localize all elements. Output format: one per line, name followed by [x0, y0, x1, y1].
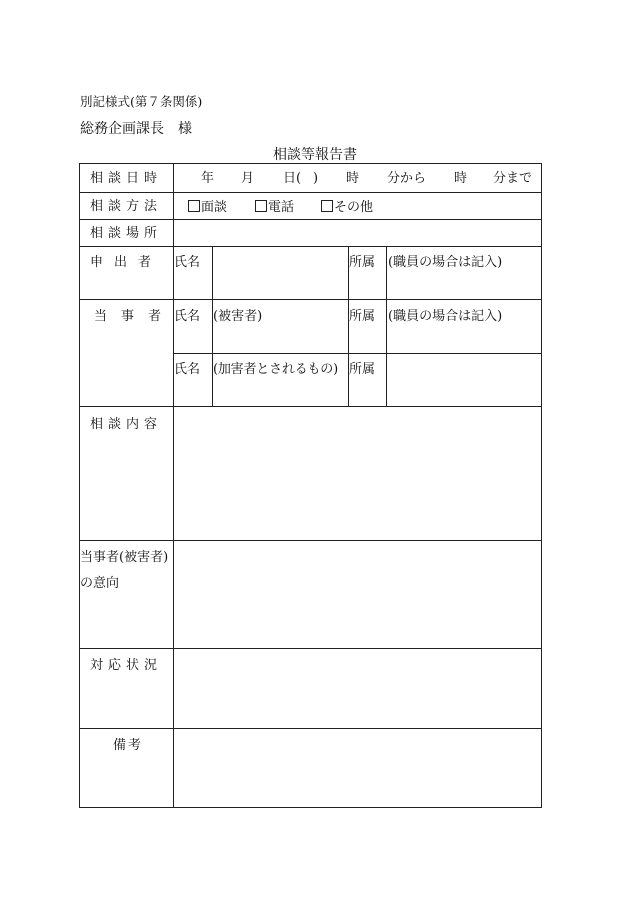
content-label: 相談内容 — [90, 417, 163, 432]
method-option-other[interactable] — [321, 200, 373, 214]
annex-reference: 別記様式(第７条関係) — [80, 94, 203, 109]
end-minute-unit: 分まで — [493, 171, 533, 186]
victim-name-label: 氏名 — [174, 309, 201, 324]
datetime-label: 相談日時 — [90, 171, 163, 186]
option-label: 面談 — [201, 200, 228, 215]
column-divider — [386, 246, 387, 406]
consultation-report-form — [79, 163, 542, 808]
remarks-label: 備考 — [113, 738, 144, 753]
row-divider — [80, 299, 541, 300]
applicant-name-label: 氏名 — [174, 255, 201, 270]
row-divider — [80, 192, 541, 193]
applicant-affiliation-note: (職員の場合は記入) — [388, 255, 503, 270]
addressee: 総務企画課長 様 — [80, 121, 192, 137]
method-option-phone[interactable] — [255, 200, 294, 214]
parties-label: 当事者 — [94, 309, 176, 324]
applicant-label: 申出者 — [90, 255, 163, 270]
checkbox-icon[interactable] — [321, 200, 333, 212]
month-unit: 月 — [241, 171, 255, 186]
checkbox-icon[interactable] — [255, 200, 267, 212]
intention-label-line1: 当事者(被害者) — [80, 550, 169, 565]
intention-label-line2: の意向 — [80, 576, 120, 591]
end-hour-unit: 時 — [454, 171, 468, 186]
start-hour-unit: 時 — [346, 171, 360, 186]
row-divider — [80, 540, 541, 541]
row-divider — [173, 353, 541, 354]
method-option-meeting[interactable] — [188, 200, 227, 214]
row-divider — [80, 219, 541, 220]
victim-affiliation-note: (職員の場合は記入) — [388, 309, 503, 324]
victim-role: (被害者) — [213, 309, 263, 324]
status-label: 対応状況 — [90, 658, 163, 673]
applicant-affiliation-label: 所属 — [349, 255, 376, 270]
place-label: 相談場所 — [90, 226, 163, 241]
column-divider — [212, 246, 213, 406]
option-label: その他 — [334, 200, 374, 215]
start-minute-unit: 分から — [387, 171, 427, 186]
checkbox-icon[interactable] — [188, 200, 200, 212]
row-divider — [80, 728, 541, 729]
row-divider — [80, 648, 541, 649]
offender-affiliation-label: 所属 — [349, 362, 376, 377]
weekday-close: ) — [313, 171, 319, 186]
year-unit: 年 — [201, 171, 215, 186]
offender-name-label: 氏名 — [174, 362, 201, 377]
form-title: 相談等報告書 — [273, 147, 357, 163]
column-divider — [348, 246, 349, 406]
method-label: 相談方法 — [90, 199, 163, 214]
day-unit: 日( — [283, 171, 302, 186]
row-divider — [80, 406, 541, 407]
offender-role: (加害者とされるもの) — [213, 362, 338, 377]
victim-affiliation-label: 所属 — [349, 309, 376, 324]
option-label: 電話 — [268, 200, 295, 215]
row-divider — [80, 246, 541, 247]
